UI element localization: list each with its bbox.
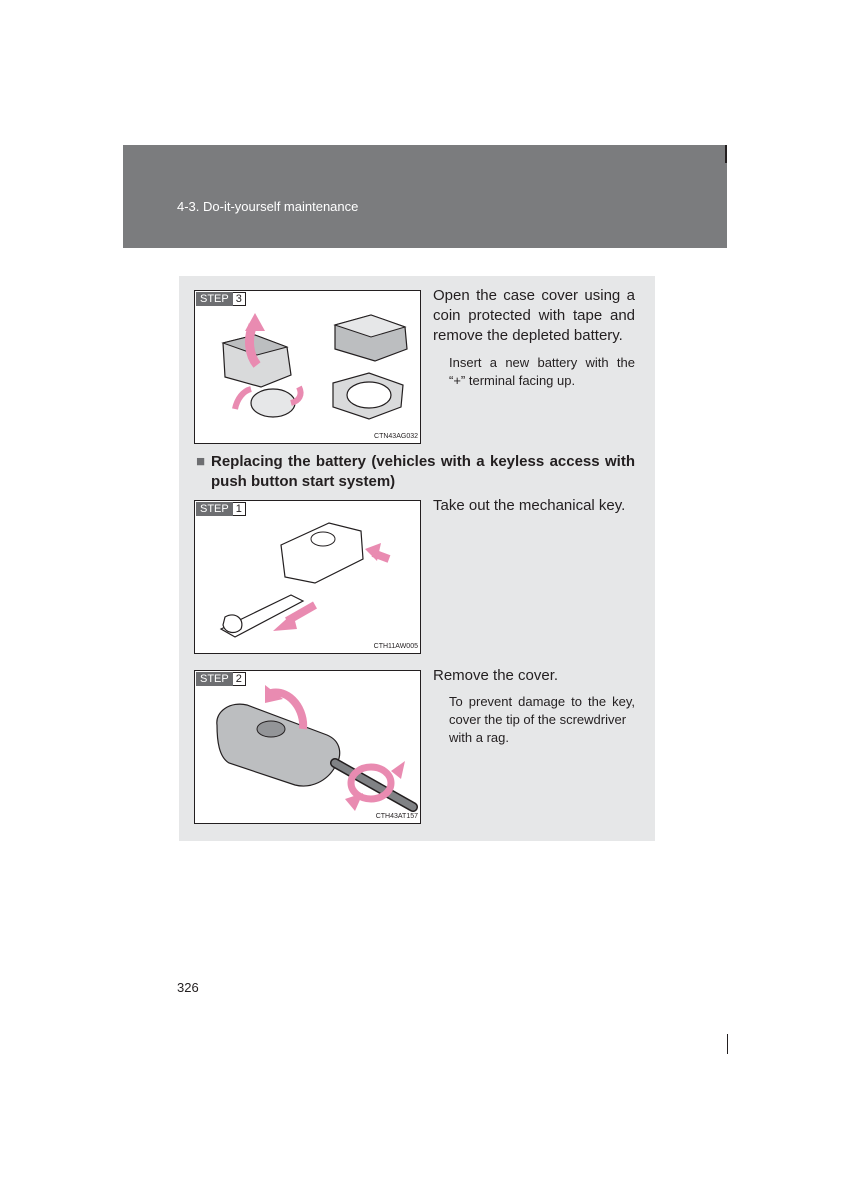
- section-title-line-1: Replacing the battery (vehicles with a keyless access with: [211, 453, 635, 470]
- step-label: STEP: [196, 292, 233, 306]
- header-tick-mark: [725, 145, 727, 163]
- side-tick-mark: [727, 1034, 728, 1054]
- step-badge: [196, 672, 246, 686]
- step-3-note-line-1: Insert a new battery with the: [449, 355, 635, 370]
- smart-key-illustration-icon: [195, 501, 422, 655]
- figure-step-3: [194, 290, 421, 444]
- step-2-note-line-2: cover the tip of the screwdriver: [449, 712, 627, 727]
- chapter-title: 4-3. Do-it-yourself maintenance: [177, 199, 359, 214]
- figure-code: CTN43AG032: [374, 433, 418, 440]
- step-badge: [196, 502, 246, 516]
- step-2-note-line-3: with a rag.: [449, 730, 509, 745]
- screwdriver-illustration-icon: [195, 671, 422, 825]
- step-1-text: Take out the mechanical key.: [433, 497, 626, 514]
- figure-step-1: [194, 500, 421, 654]
- section-title-line-2: push button start system): [211, 473, 396, 490]
- step-badge: [196, 292, 246, 306]
- key-battery-illustration-icon: [195, 291, 422, 445]
- step-number: 2: [233, 672, 246, 686]
- step-3-note-line-2: “+” terminal facing up.: [449, 373, 576, 388]
- step-3-text-line-3: remove the depleted battery.: [433, 327, 623, 344]
- step-2-note-line-1: To prevent damage to the key,: [449, 694, 635, 709]
- chapter-header: [123, 145, 727, 248]
- figure-code: CTH43AT157: [375, 813, 418, 820]
- step-label: STEP: [196, 502, 233, 516]
- step-number: 3: [233, 292, 246, 306]
- step-2-text: Remove the cover.: [433, 667, 559, 684]
- step-3-text-line-1: Open the case cover using a: [433, 287, 635, 304]
- section-bullet: ■: [196, 453, 206, 470]
- step-label: STEP: [196, 672, 233, 686]
- figure-step-2: [194, 670, 421, 824]
- page-number: 326: [177, 980, 199, 995]
- figure-code: CTH11AW005: [373, 643, 418, 650]
- step-number: 1: [233, 502, 246, 516]
- step-3-text-line-2: coin protected with tape and: [433, 307, 635, 324]
